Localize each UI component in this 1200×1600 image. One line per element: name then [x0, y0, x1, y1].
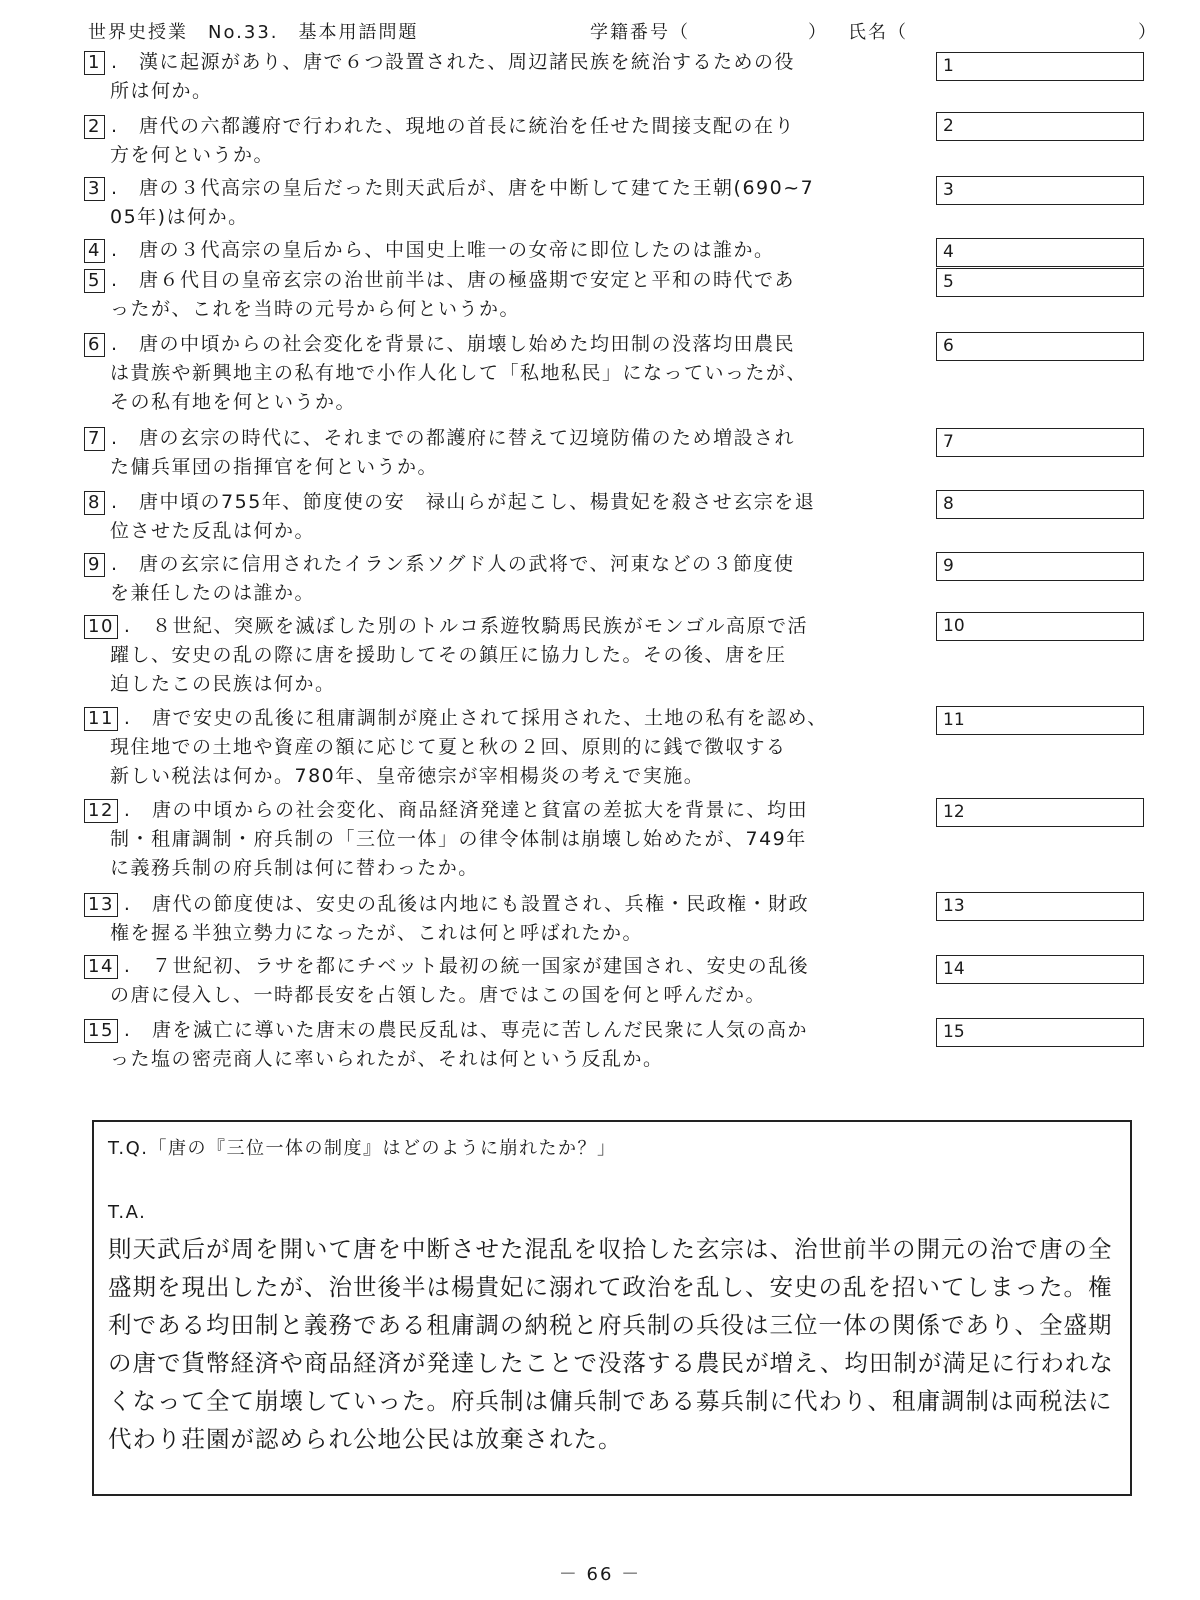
question-number: 9: [84, 553, 105, 577]
question-text: . 唐で安史の乱後に租庸調制が廃止されて採用された、土地の私有を認め、: [123, 707, 828, 729]
question-text: . 唐の３代高宗の皇后だった則天武后が、唐を中断して建てた王朝(690~7: [111, 177, 815, 199]
answer-box[interactable]: 12: [936, 798, 1144, 827]
name-label: 氏名（: [848, 22, 908, 43]
answer-box[interactable]: 15: [936, 1018, 1144, 1047]
question-text: . ７世紀初、ラサを都にチベット最初の統一国家が建国され、安史の乱後: [123, 955, 810, 977]
worksheet-title: 世界史授業 No.33. 基本用語問題: [88, 22, 419, 43]
student-number-label: 学籍番号（: [590, 22, 690, 43]
question-text: . 唐代の節度使は、安史の乱後は内地にも設置され、兵権・民政権・財政: [123, 893, 810, 915]
question-item: [84, 704, 934, 791]
question-text-continued: 位させた反乱は何か。: [110, 520, 316, 542]
question-text-continued: に義務兵制の府兵制は何に替わったか。: [110, 857, 479, 879]
answer-box[interactable]: 1: [936, 52, 1144, 81]
question-text-continued: その私有地を何というか。: [110, 391, 357, 413]
answer-box[interactable]: 6: [936, 332, 1144, 361]
teacher-question-box: [92, 1120, 1132, 1496]
name-close: ）: [1138, 22, 1158, 43]
question-item: [84, 550, 934, 608]
answer-box[interactable]: 14: [936, 955, 1144, 984]
question-item: [84, 236, 934, 265]
question-item: [84, 796, 934, 883]
question-item: [84, 174, 934, 232]
question-number: 6: [84, 333, 105, 357]
question-text-continued: た傭兵軍団の指揮官を何というか。: [110, 456, 439, 478]
question-text: . 唐の中頃からの社会変化、商品経済発達と貧富の差拡大を背景に、均田: [123, 799, 808, 821]
question-item: [84, 612, 934, 699]
question-text-continued: は貴族や新興地主の私有地で小作人化して「私地私民」になっていったが、: [110, 362, 808, 384]
question-item: [84, 330, 934, 417]
teacher-question: T.Q.「唐の『三位一体の制度』はどのように崩れたか？」: [108, 1138, 617, 1159]
question-text: . 唐の中頃からの社会変化を背景に、崩壊し始めた均田制の没落均田農民: [111, 333, 796, 355]
question-number: 1: [84, 51, 105, 75]
question-number: 13: [84, 893, 118, 917]
question-number: 5: [84, 269, 105, 293]
question-item: [84, 890, 934, 948]
question-item: [84, 424, 934, 482]
question-text: . 唐の３代高宗の皇后から、中国史上唯一の女帝に即位したのは誰か。: [111, 239, 775, 261]
answer-box[interactable]: 7: [936, 428, 1144, 457]
question-text-continued: 権を握る半独立勢力になったが、これは何と呼ばれたか。: [110, 922, 644, 944]
question-number: 4: [84, 239, 105, 263]
question-number: 14: [84, 955, 118, 979]
question-text-continued: 所は何か。: [110, 80, 213, 102]
question-text-continued: の唐に侵入し、一時都長安を占領した。唐ではこの国を何と呼んだか。: [110, 984, 767, 1006]
question-text-continued: った塩の密売商人に率いられたが、それは何という反乱か。: [110, 1048, 664, 1070]
question-text-continued: を兼任したのは誰か。: [110, 582, 316, 604]
answer-box[interactable]: 3: [936, 176, 1144, 205]
question-text-continued: 迫したこの民族は何か。: [110, 673, 336, 695]
answer-box[interactable]: 11: [936, 706, 1144, 735]
question-text-continued: 05年)は何か。: [110, 206, 249, 228]
question-item: [84, 266, 934, 324]
question-item: [84, 48, 934, 106]
question-text-continued: 躍し、安史の乱の際に唐を援助してその鎮圧に協力した。その後、唐を圧: [110, 644, 787, 666]
question-number: 12: [84, 799, 118, 823]
question-number: 3: [84, 177, 105, 201]
question-text-continued: 方を何というか。: [110, 144, 275, 166]
question-text-continued: 制・租庸調制・府兵制の「三位一体」の律令体制は崩壊し始めたが、749年: [110, 828, 807, 850]
question-text: . 唐代の六都護府で行われた、現地の首長に統治を任せた間接支配の在り: [111, 115, 796, 137]
answer-box[interactable]: 2: [936, 112, 1144, 141]
question-item: [84, 952, 934, 1010]
question-number: 2: [84, 115, 105, 139]
question-text-continued: 現住地での土地や資産の額に応じて夏と秋の２回、原則的に銭で徴収する: [110, 736, 787, 758]
page-number: － 66 －: [558, 1564, 642, 1585]
answer-box[interactable]: 4: [936, 238, 1144, 267]
question-text: . 唐を滅亡に導いた唐末の農民反乱は、専売に苦しんだ民衆に人気の高か: [123, 1019, 808, 1041]
question-text-continued: ったが、これを当時の元号から何というか。: [110, 298, 521, 320]
answer-box[interactable]: 10: [936, 612, 1144, 641]
answer-box[interactable]: 8: [936, 490, 1144, 519]
question-text: . 唐中頃の755年、節度使の安 禄山らが起こし、楊貴妃を殺させ玄宗を退: [111, 491, 816, 513]
question-number: 15: [84, 1019, 118, 1043]
question-number: 7: [84, 427, 105, 451]
question-text: . 唐６代目の皇帝玄宗の治世前半は、唐の極盛期で安定と平和の時代であ: [111, 269, 796, 291]
question-text-continued: 新しい税法は何か。780年、皇帝徳宗が宰相楊炎の考えで実施。: [110, 765, 705, 787]
question-number: 8: [84, 491, 105, 515]
question-text: . ８世紀、突厥を滅ぼした別のトルコ系遊牧騎馬民族がモンゴル高原で活: [123, 615, 808, 637]
question-number: 10: [84, 615, 118, 639]
answer-box[interactable]: 9: [936, 552, 1144, 581]
question-text: . 唐の玄宗に信用されたイラン系ソグド人の武将で、河東などの３節度使: [111, 553, 795, 575]
teacher-answer-text: 則天武后が周を開いて唐を中断させた混乱を収拾した玄宗は、治世前半の開元の治で唐の全盛期を現出したが、治世後半は楊貴妃に溺れて政治を乱し、安史の乱を招いてしまった。権利である均田制と義務である租庸調の納税と府兵制の兵役は三位一体の関係であり、全盛期の唐で貨幣経済や商品経済が発達したことで没落する農民が増え、均田制が満足に行われなくなって全て崩壊していった。府兵制は傭兵制である募兵制に代わり、租庸調制は両税法に代わり荘園が認められ公地公民は放棄された。: [108, 1235, 1114, 1453]
student-number-close: ）: [808, 22, 828, 43]
answer-box[interactable]: 5: [936, 268, 1144, 297]
question-item: [84, 1016, 934, 1074]
teacher-answer-label: T.A.: [108, 1202, 147, 1223]
question-text: . 漢に起源があり、唐で６つ設置された、周辺諸民族を統治するための役: [111, 51, 796, 73]
question-text: . 唐の玄宗の時代に、それまでの都護府に替えて辺境防備のため増設され: [111, 427, 796, 449]
question-item: [84, 488, 934, 546]
answer-box[interactable]: 13: [936, 892, 1144, 921]
question-item: [84, 112, 934, 170]
question-number: 11: [84, 707, 118, 731]
